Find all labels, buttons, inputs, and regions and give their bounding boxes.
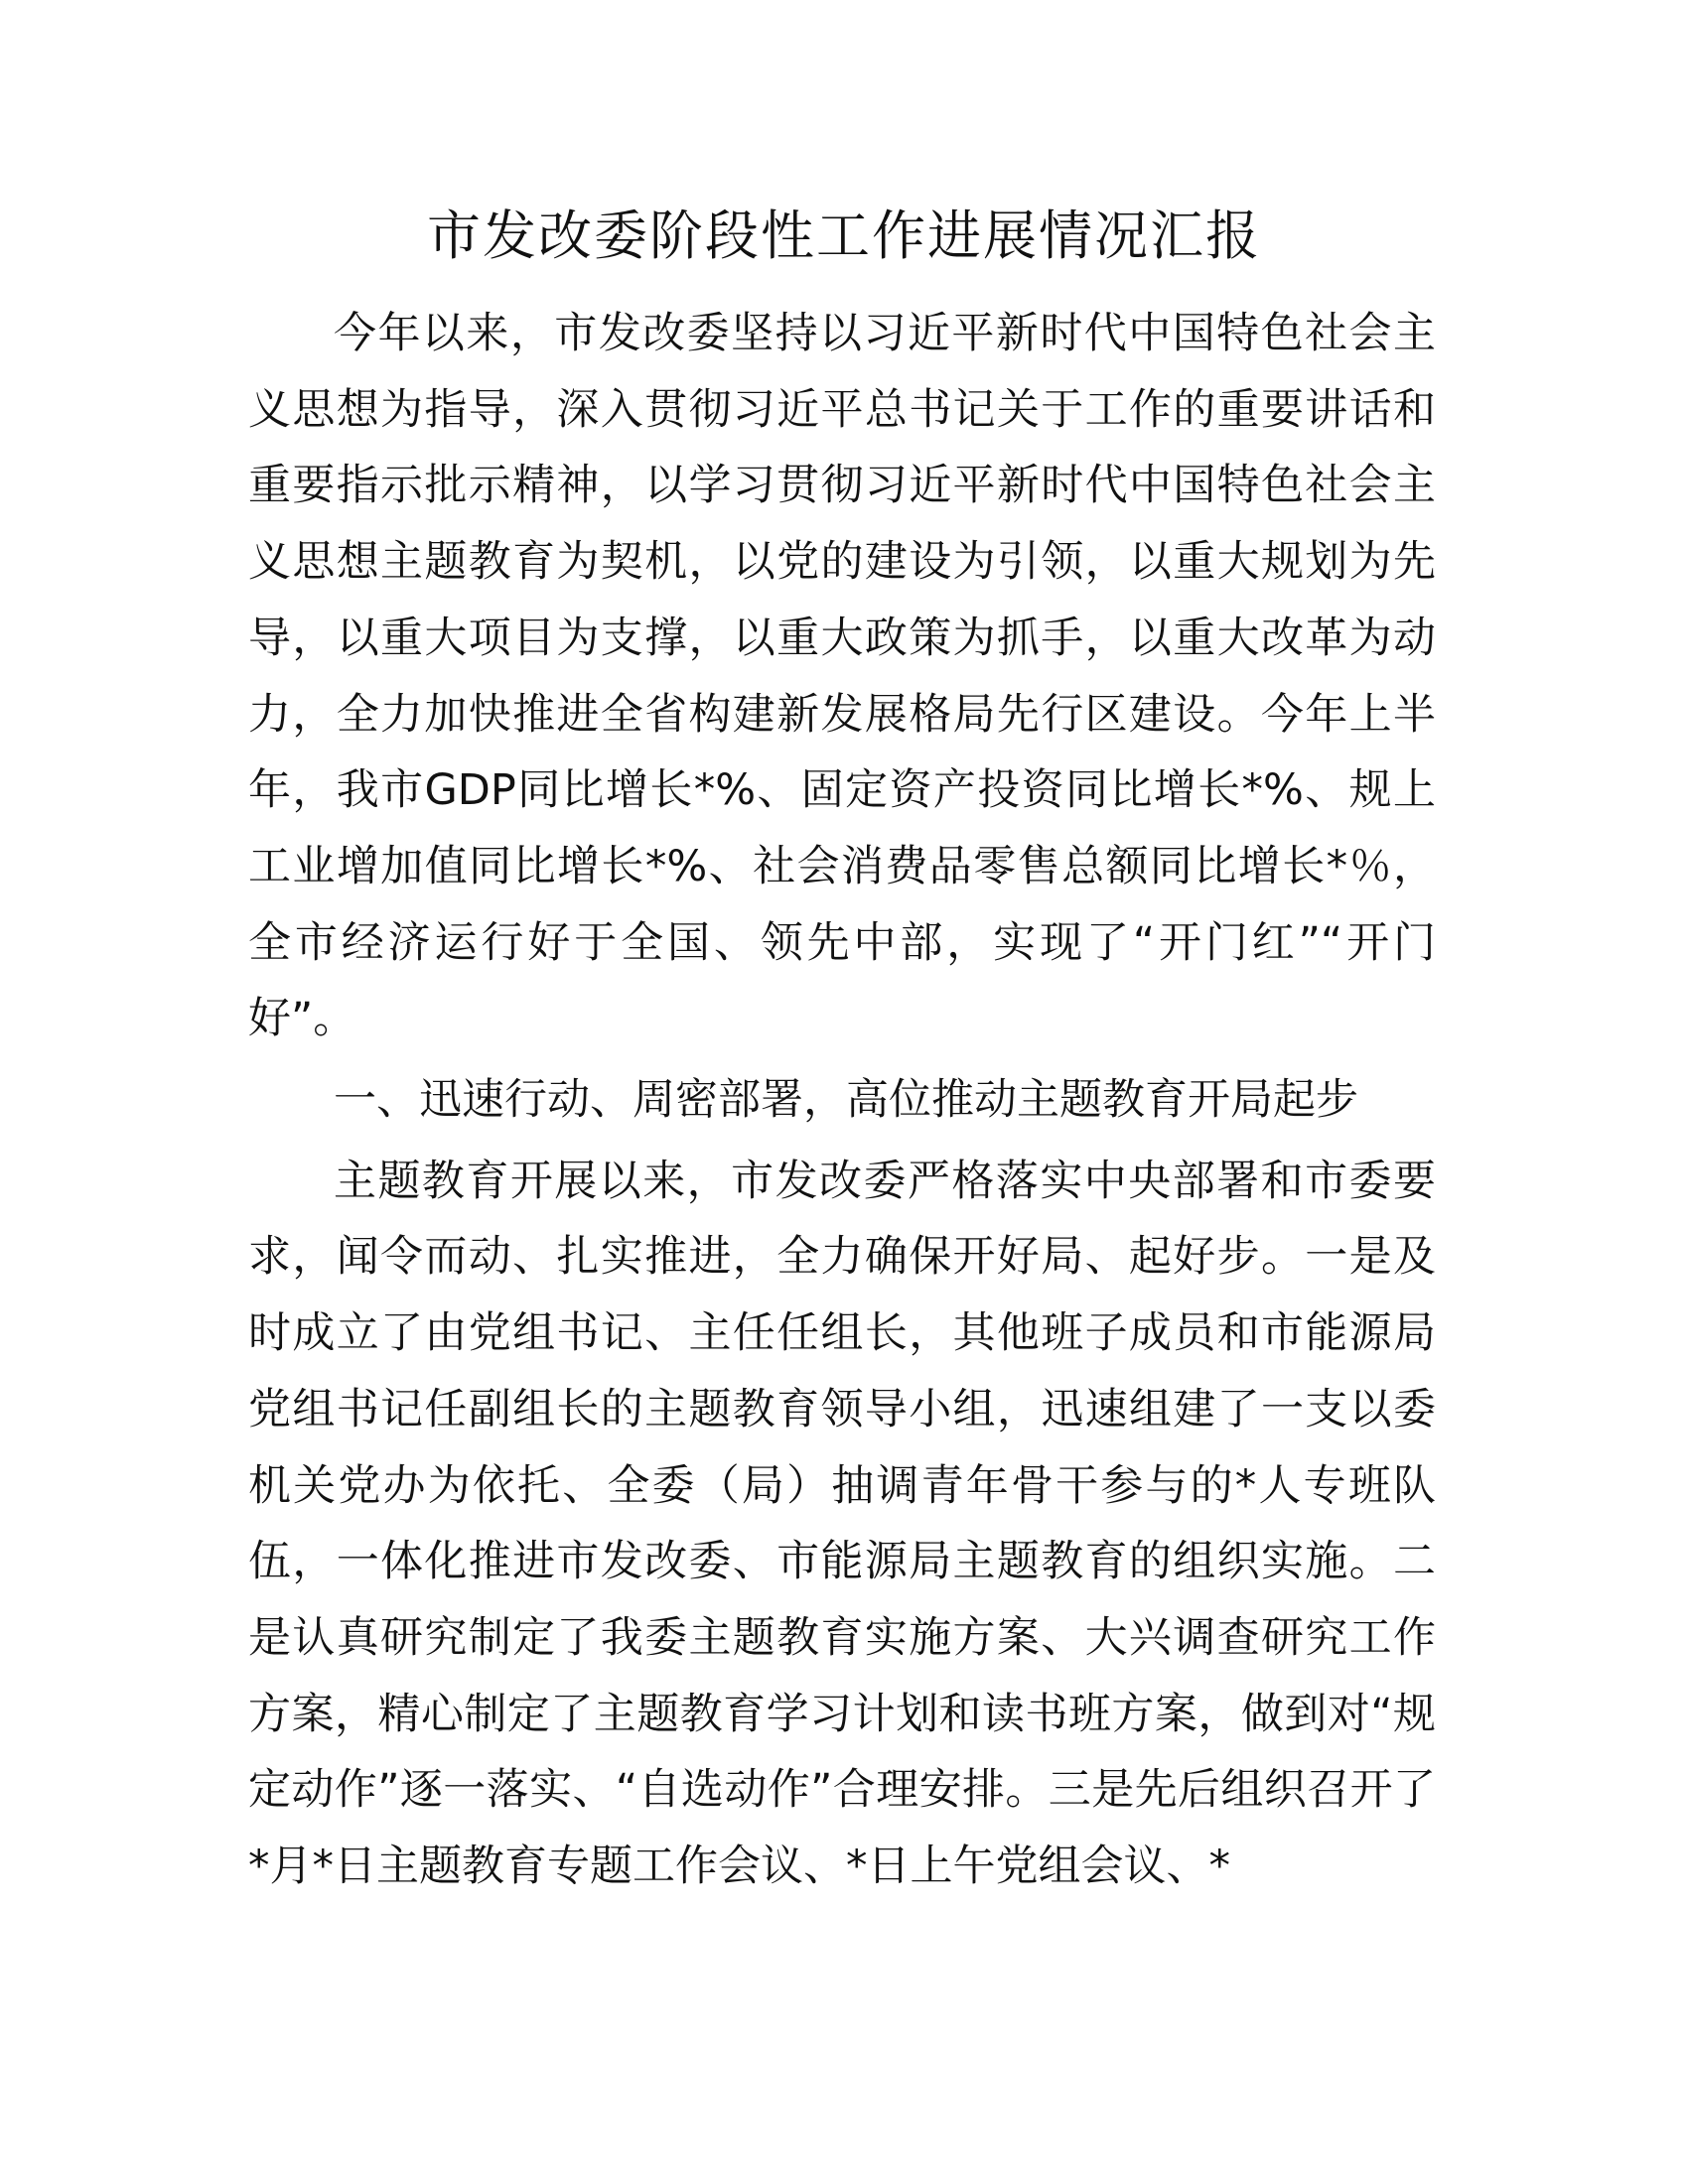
intro-paragraph: 今年以来，市发改委坚持以习近平新时代中国特色社会主义思想为指导，深入贯彻习近平总书记关于工作的重要讲话和重要指示批示精神，以学习贯彻习近平新时代中国特色社会主义思想主题教育为契机，以党的建设为引领，以重大规划为先导，以重大项目为支撑，以重大政策为抓手，以重大改革为动力，全力加快推进全省构建新发展格局先行区建设。今年上半年，我市GDP同比增长*%、固定资产投资同比增长*%、规上工业增加值同比增长*%、社会消费品零售总额同比增长*％，全市经济运行好于全国、领先中部，实现了“开门红”“开门好”。 [248,309,1436,1044]
section-heading-1: 一、迅速行动、周密部署，高位推动主题教育开局起步 [334,1075,1358,1126]
document-title: 市发改委阶段性工作进展情况汇报 [427,205,1261,267]
section-1-paragraph: 主题教育开展以来，市发改委严格落实中央部署和市委要求，闻令而动、扎实推进，全力确保开好局、起好步。一是及时成立了由党组书记、主任任组长，其他班子成员和市能源局党组书记任副组长的主题教育领导小组，迅速组建了一支以委机关党办为依托、全委（局）抽调青年骨干参与的*人专班队伍，一体化推进市发改委、市能源局主题教育的组织实施。二是认真研究制定了我委主题教育实施方案、大兴调查研究工作方案，精心制定了主题教育学习计划和读书班方案，做到对“规定动作”逐一落实、“自选动作”合理安排。三是先后组织召开了*月*日主题教育专题工作会议、*日上午党组会议、* [248,1156,1436,1892]
document-body [248,296,1436,1905]
